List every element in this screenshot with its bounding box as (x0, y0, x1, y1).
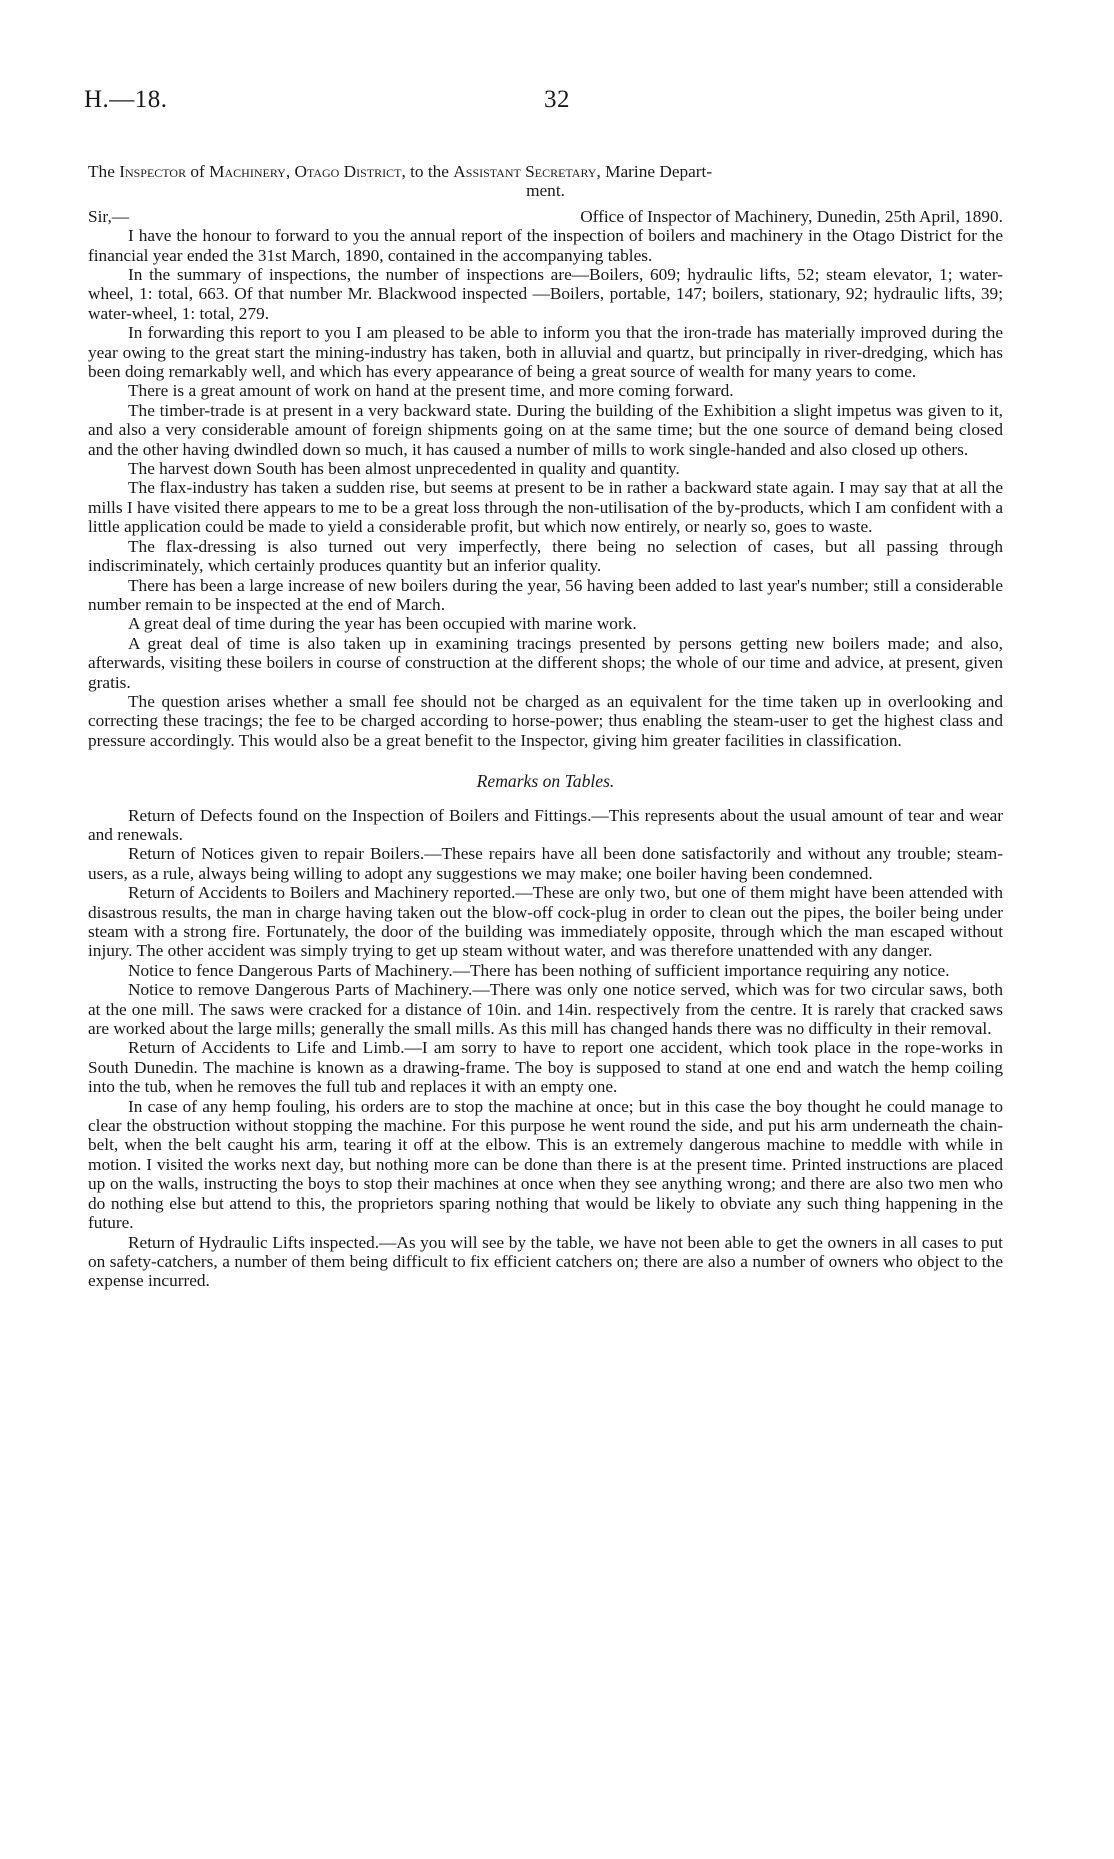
remarks-heading: Remarks on Tables. (476, 771, 615, 792)
letter-paragraph: The question arises whether a small fee should not be charged as an equivalent for the time taken up in overlooking and correcting these tracings; the fee to be charged according to horse-power; thus enabling the steam-user to get the highest class and pressure accordingly. This would also be a great benefit to the Inspector, giving him greater facilities in classification. (88, 691, 1003, 750)
document-body (88, 162, 1003, 1291)
heading-text: Assistant Secretary (453, 162, 597, 181)
letter-heading-continuation: ment. (526, 181, 565, 201)
letter-paragraph: The timber-trade is at present in a very backward state. During the building of the Exhibition a slight impetus was given to it, and also a very considerable amount of foreign shipments going on at the same time; but the one source of demand being closed and the other having dwindled down so much, it has caused a number of mills to work single-handed and also closed up others. (88, 400, 1003, 459)
letter-heading (88, 162, 1003, 181)
letter-paragraph: The flax-industry has taken a sudden rise, but seems at present to be in rather a backward state again. I may say that at all the mills I have visited there appears to me to be a great loss through the non-utilisation of the by-products, which I am confident with a little application could be made to yield a considerable profit, but which now entirely, or nearly so, goes to waste. (88, 478, 1003, 537)
heading-text: Machinery, Otago District (209, 162, 402, 181)
salutation: Sir,— (88, 206, 130, 226)
remarks-paragraph: Return of Accidents to Life and Limb.—I am sorry to have to report one accident, which took place in the rope-works in South Dunedin. The machine is known as a drawing-frame. The boy is supposed to stand at one end and watch the hemp coiling into the tub, when he removes the full tub and replaces it with an empty one. (88, 1038, 1003, 1097)
remarks-paragraph: Return of Notices given to repair Boilers.—These repairs have all been done satisfactorily and without any trouble; steam-users, as a rule, always being willing to adopt any suggestions we may make; one boiler having been condemned. (88, 844, 1003, 883)
letter-paragraph: The flax-dressing is also turned out very imperfectly, there being no selection of cases, but all passing through indiscriminately, which certainly produces quantity but an inferior quality. (88, 536, 1003, 576)
remarks-paragraph: Return of Defects found on the Inspection of Boilers and Fittings.—This represents about the usual amount of tear and wear and renewals. (88, 805, 1003, 844)
remarks-paragraph: Notice to remove Dangerous Parts of Machinery.—There was only one notice served, which was for two circular saws, both at the one mill. The saws were cracked for a distance of 10in. and 14in. respectively from the centre. It is rarely that cracked saws are worked about the large mills; generally the small mills. As this mill has changed hands there was no difficulty in their removal. (88, 980, 1003, 1039)
page-number: 32 (544, 86, 570, 113)
letter-paragraph: There is a great amount of work on hand at the present time, and more coming forward. (128, 381, 734, 401)
remarks-paragraph: Return of Accidents to Boilers and Machinery reported.—These are only two, but one of them might have been attended with disastrous results, the man in charge having taken out the blow-off cock-plug in order to clean out the pipes, the boiler being under steam with a strong fire. Fortunately, the door of the building was immediately opposite, through which the man escaped without injury. The other accident was simply trying to get up steam without water, and was therefore unattended with any danger. (88, 883, 1003, 961)
letter-paragraph: There has been a large increase of new boilers during the year, 56 having been added to last year's number; still a considerable number remain to be inspected at the end of March. (88, 575, 1003, 614)
page-header (84, 86, 1030, 116)
letter-paragraph: A great deal of time is also taken up in examining tracings presented by persons getting new boilers made; and also, afterwards, visiting these boilers in course of construction at the different shops; the whole of our time and advice, at present, given gratis. (88, 633, 1003, 692)
salutation-line (88, 207, 1003, 226)
letter-paragraph: In forwarding this report to you I am pleased to be able to inform you that the iron-trade has materially improved during the year owing to the great start the mining-industry has taken, both in alluvial and quartz, but principally in river-dredging, which has been doing remarkably well, and which has every appearance of being a great source of wealth for many years to come. (88, 323, 1003, 382)
letter-paragraph: I have the honour to forward to you the annual report of the inspection of boilers and machinery in the Otago District for the financial year ended the 31st March, 1890, contained in the accompanying tables. (88, 226, 1003, 265)
heading-text: of (186, 162, 210, 181)
letter-paragraph: In the summary of inspections, the number of inspections are—Boilers, 609; hydraulic lifts, 52; steam elevator, 1; water-wheel, 1: total, 663. Of that number Mr. Blackwood inspected —Boilers, portable, 147; boilers, stationary, 92; hydraulic lifts, 39; water-wheel, 1: total, 279. (88, 265, 1003, 323)
document-reference: H.—18. (84, 86, 168, 113)
heading-text: Inspector (119, 162, 187, 181)
heading-text: , Marine Depart- (596, 162, 713, 181)
remarks-paragraph: Return of Hydraulic Lifts inspected.—As you will see by the table, we have not been able to get the owners in all cases to put on safety-catchers, a number of them being difficult to fix efficient catchers on; there are also a number of owners who object to the expense incurred. (88, 1232, 1003, 1291)
letter-paragraph: A great deal of time during the year has been occupied with marine work. (128, 614, 637, 634)
heading-text: , to the (401, 162, 454, 181)
heading-text: The (88, 162, 120, 181)
office-date: Office of Inspector of Machinery, Dunedin, 25th April, 1890. (580, 206, 1003, 226)
remarks-paragraph: In case of any hemp fouling, his orders are to stop the machine at once; but in this case the boy thought he could manage to clear the obstruction without stopping the machine. For this purpose he went round the side, and put his arm underneath the chain-belt, when the belt caught his arm, tearing it off at the elbow. This is an extremely dangerous machine to meddle with while in motion. I visited the works next day, but nothing more can be done than there is at the present time. Printed instructions are placed up on the walls, instructing the boys to stop their machines at once when they see anything wrong; and there are also two men who do nothing else but attend to this, the proprietors sparing nothing that would be likely to obviate any such thing happening in the future. (88, 1096, 1003, 1233)
letter-paragraph: The harvest down South has been almost unprecedented in quality and quantity. (128, 459, 680, 479)
remarks-paragraph: Notice to fence Dangerous Parts of Machinery.—There has been nothing of sufficient importance requiring any notice. (128, 960, 950, 980)
